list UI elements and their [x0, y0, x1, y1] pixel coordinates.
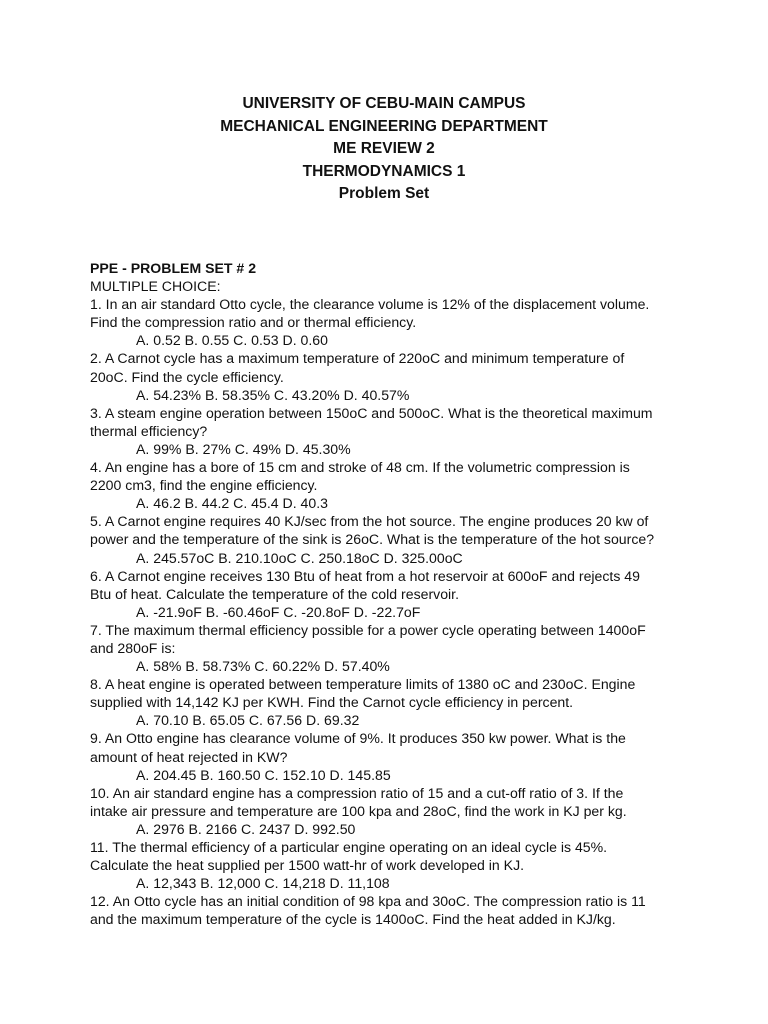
question-text-line: thermal efficiency? — [90, 422, 208, 439]
question-text-line: 8. A heat engine is operated between temperature limits of 1380 oC and 230oC. Engine — [90, 676, 636, 693]
department-name: MECHANICAL ENGINEERING DEPARTMENT — [220, 117, 548, 135]
question-text-line: 12. An Otto cycle has an initial condition of 98 kpa and 30oC. The compression ratio is 11 — [90, 893, 646, 910]
answer-choices: A. -21.9oF B. -60.46oF C. -20.8oF D. -22.7oF — [136, 603, 421, 620]
question-item — [90, 729, 750, 783]
question-item — [90, 621, 750, 675]
question-text-line: amount of heat rejected in KW? — [90, 748, 288, 765]
answer-choices: A. 70.10 B. 65.05 C. 67.56 D. 69.32 — [136, 712, 360, 729]
section-title: PPE - PROBLEM SET # 2 — [90, 260, 257, 276]
question-text-line: 2. A Carnot cycle has a maximum temperature of 220oC and minimum temperature of — [90, 350, 625, 367]
answer-choices: A. 58% B. 58.73% C. 60.22% D. 57.40% — [136, 658, 390, 675]
question-item — [90, 892, 750, 928]
question-text-line: and 280oF is: — [90, 639, 176, 656]
course-name: ME REVIEW 2 — [333, 140, 435, 157]
question-text-line: power and the temperature of the sink is 26oC. What is the temperature of the hot source? — [90, 531, 655, 548]
question-text-line: 7. The maximum thermal efficiency possible for a power cycle operating between 1400oF — [90, 621, 646, 638]
answer-choices: A. 2976 B. 2166 C. 2437 D. 992.50 — [136, 820, 356, 837]
document-body — [90, 259, 750, 928]
question-item — [90, 349, 750, 403]
question-text-line: 5. A Carnot engine requires 40 KJ/sec from the hot source. The engine produces 20 kw of — [90, 513, 649, 530]
question-text-line: 2200 cm3, find the engine efficiency. — [90, 477, 318, 494]
answer-choices: A. 99% B. 27% C. 49% D. 45.30% — [136, 440, 351, 457]
question-item — [90, 458, 750, 512]
question-item — [90, 675, 750, 729]
answer-choices: A. 54.23% B. 58.35% C. 43.20% D. 40.57% — [136, 386, 410, 403]
question-list — [90, 295, 750, 928]
problem-set-label: Problem Set — [338, 185, 430, 202]
question-text-line: supplied with 14,142 KJ per KWH. Find the Carnot cycle efficiency in percent. — [90, 694, 574, 711]
section-subtitle: MULTIPLE CHOICE: — [90, 278, 221, 295]
question-item — [90, 838, 750, 892]
question-text-line: and the maximum temperature of the cycle is 1400oC. Find the heat added in KJ/kg. — [90, 911, 616, 928]
question-text-line: 1. In an air standard Otto cycle, the clearance volume is 12% of the displacement volume. — [90, 296, 650, 313]
answer-choices: A. 245.57oC B. 210.10oC C. 250.18oC D. 325.00oC — [136, 549, 463, 566]
answer-choices: A. 46.2 B. 44.2 C. 45.4 D. 40.3 — [136, 495, 328, 512]
question-text-line: 11. The thermal efficiency of a particular engine operating on an ideal cycle is 45%. — [90, 839, 608, 855]
subject-name: THERMODYNAMICS 1 — [302, 162, 466, 180]
question-item — [90, 512, 750, 566]
question-text-line: intake air pressure and temperature are 100 kpa and 28oC, find the work in KJ per kg. — [90, 802, 627, 819]
answer-choices: A. 204.45 B. 160.50 C. 152.10 D. 145.85 — [136, 766, 391, 783]
question-text-line: 10. An air standard engine has a compression ratio of 15 and a cut-off ratio of 3. If the — [90, 784, 624, 801]
question-text-line: 20oC. Find the cycle efficiency. — [90, 368, 284, 385]
answer-choices: A. 0.52 B. 0.55 C. 0.53 D. 0.60 — [136, 332, 328, 349]
question-item — [90, 295, 750, 349]
question-item — [90, 404, 750, 458]
question-text-line: 9. An Otto engine has clearance volume of 9%. It produces 350 kw power. What is the — [90, 730, 626, 747]
question-item — [90, 567, 750, 621]
question-item — [90, 784, 750, 838]
document-header — [0, 93, 768, 206]
question-text-line: 4. An engine has a bore of 15 cm and stroke of 48 cm. If the volumetric compression is — [90, 459, 630, 476]
question-text-line: 6. A Carnot engine receives 130 Btu of heat from a hot reservoir at 600oF and rejects 49 — [90, 567, 640, 584]
answer-choices: A. 12,343 B. 12,000 C. 14,218 D. 11,108 — [136, 875, 390, 892]
question-text-line: Calculate the heat supplied per 1500 watt-hr of work developed in KJ. — [90, 857, 525, 874]
question-text-line: Find the compression ratio and or thermal efficiency. — [90, 314, 417, 331]
university-name: UNIVERSITY OF CEBU-MAIN CAMPUS — [242, 95, 526, 112]
question-text-line: Btu of heat. Calculate the temperature of the cold reservoir. — [90, 585, 459, 602]
question-text-line: 3. A steam engine operation between 150oC and 500oC. What is the theoretical maximum — [90, 404, 653, 421]
